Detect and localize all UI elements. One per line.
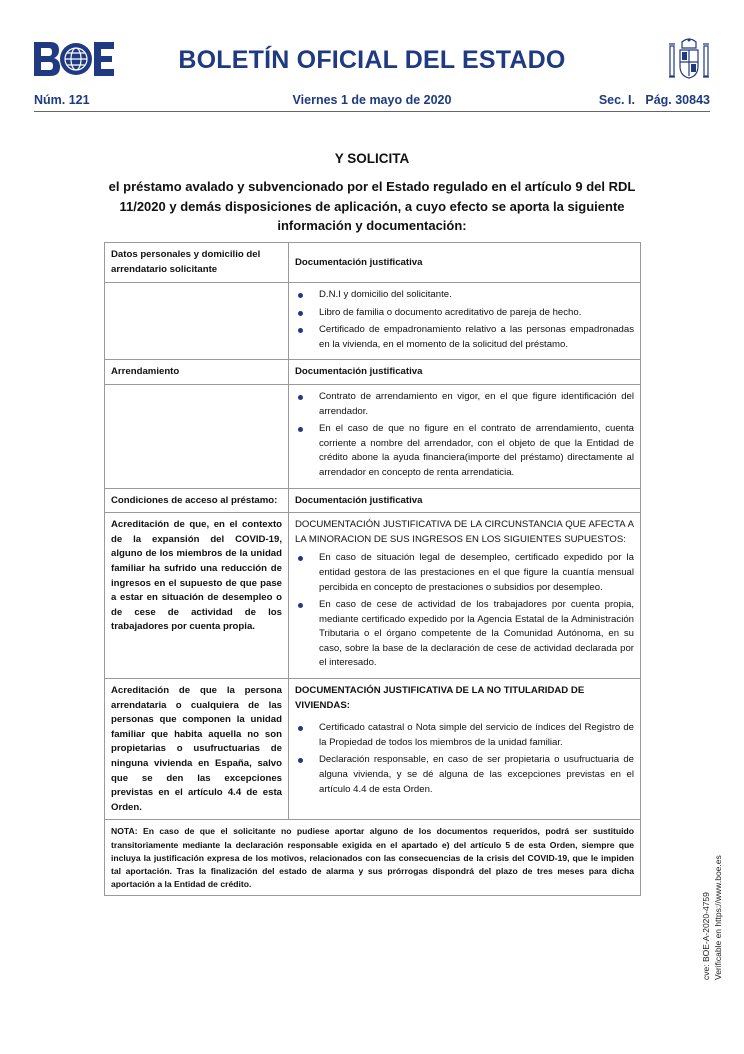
bullet-icon	[298, 311, 303, 316]
coat-of-arms-icon	[666, 38, 712, 82]
table-header-cell	[289, 360, 641, 385]
boe-logo	[34, 42, 114, 76]
personal-data-header: Datos personales y domicilio del arrendatario solicitante	[111, 249, 261, 275]
document-list	[295, 390, 634, 481]
documents-cell	[289, 513, 641, 679]
documents-intro: DOCUMENTACIÓN JUSTIFICATIVA DE LA CIRCUNSTANCIA QUE AFECTA A LA MINORACION DE SUS INGRESOS EN LOS SIGUIENTES SUPUESTOS:	[295, 519, 634, 545]
lease-header: Arrendamiento	[111, 366, 180, 378]
list-item: Declaración responsable, en caso de ser propietaria o usufructuaria de alguna vivienda, y se dé alguna de las excepciones previstas en el artículo 4.4 de esta Orden.	[295, 753, 634, 797]
justification-header: Documentación justificativa	[295, 494, 423, 506]
documents-intro: DOCUMENTACIÓN JUSTIFICATIVA DE LA NO TITULARIDAD DE VIVIENDAS:	[295, 685, 585, 711]
document-list	[295, 551, 634, 671]
document-list	[295, 721, 634, 797]
condition-cell	[105, 513, 289, 679]
table-header-cell	[105, 360, 289, 385]
section-heading: Y SOLICITA	[334, 151, 410, 166]
bullet-icon	[298, 395, 303, 400]
bullet-icon	[298, 556, 303, 561]
table-row	[105, 384, 641, 488]
table-row	[105, 513, 641, 679]
bullet-icon	[298, 427, 303, 432]
justification-header: Documentación justificativa	[295, 366, 423, 378]
documents-cell	[289, 679, 641, 820]
section-page: Sec. I. Pág. 30843	[598, 93, 710, 107]
empty-cell	[105, 283, 289, 360]
table-row	[105, 243, 641, 283]
no-property-condition: Acreditación de que la persona arrendataria o cualquiera de las personas que componen la unidad familiar que habita aquella no son propietarias o usufructuarias de ninguna vivienda en España, salvo que se den las excepciones previstas en el artículo 4.4 de esta Orden.	[111, 685, 282, 813]
table-row	[105, 360, 641, 385]
bullet-icon	[298, 726, 303, 731]
list-item: Libro de familia o documento acreditativo de pareja de hecho.	[295, 306, 634, 321]
intro-paragraph: el préstamo avalado y subvencionado por el Estado regulado en el artículo 9 del RDL 11/2020 y demás disposiciones de aplicación, a cuyo efecto se aporta la siguiente información y documentación:	[108, 179, 636, 233]
table-header-cell	[105, 243, 289, 283]
list-item: D.N.I y domicilio del solicitante.	[295, 288, 634, 303]
issue-date: Viernes 1 de mayo de 2020	[292, 93, 452, 107]
list-item: Contrato de arrendamiento en vigor, en el que figure identificación del arrendador.	[295, 390, 634, 419]
list-item: Certificado catastral o Nota simple del servicio de índices del Registro de la Propiedad de todos los miembros de la unidad familiar.	[295, 721, 634, 750]
issue-header-line	[34, 93, 710, 109]
bullet-icon	[298, 328, 303, 333]
bullet-icon	[298, 293, 303, 298]
bullet-icon	[298, 758, 303, 763]
condition-cell	[105, 679, 289, 820]
documents-cell	[289, 384, 641, 488]
justification-header: Documentación justificativa	[295, 256, 423, 268]
table-header-cell	[289, 243, 641, 283]
cve-code: cve: BOE-A-2020-4759	[701, 892, 711, 980]
list-item: En el caso de que no figure en el contrato de arrendamiento, cuenta corriente a nombre del arrendador, con el objeto de que la Entidad de crédito abone la ayuda financiera(importe del préstamo) directamente al arrendador en concepto de renta arrendaticia.	[295, 422, 634, 480]
publication-title: BOLETÍN OFICIAL DEL ESTADO	[178, 46, 566, 74]
table-row	[105, 820, 641, 896]
verification-link[interactable]: Verificable en https://www.boe.es	[713, 855, 723, 980]
list-item: En caso de cese de actividad de los trabajadores por cuenta propia, mediante certificado expedido por la Agencia Estatal de la Administración Tributaria o el órgano competente de la Comunidad Autónoma, en su caso, sobre la base de la declaración de cese de actividad declarada por el interesado.	[295, 598, 634, 671]
documents-cell	[289, 283, 641, 360]
bullet-icon	[298, 603, 303, 608]
access-conditions-header: Condiciones de acceso al préstamo:	[111, 494, 278, 506]
table-row	[105, 488, 641, 513]
header-divider	[34, 111, 710, 112]
document-list	[295, 288, 634, 352]
income-reduction-condition: Acreditación de que, en el contexto de la expansión del COVID-19, alguno de los miembros de la unidad familiar ha sufrido una reducción de ingresos en el supuesto de que pase a estar en situación de desempleo o de cese de actividad de los trabajadores por cuenta propia.	[111, 519, 282, 633]
documentation-table	[104, 242, 641, 896]
table-header-cell	[105, 488, 289, 513]
note-text: NOTA: En caso de que el solicitante no pudiese aportar alguno de los documentos requeridos, podrá ser sustituido transitoriamente mediante la declaración responsable exigida en el apartado e) del artículo 5 de esta Orden, siempre que incluya la justificación expresa de los motivos, relacionados con las consecuencias de la crisis del COVID-19, que le impiden tal aportación. Tras la finalización del estado de alarma y sus prórrogas dispondrá del plazo de tres meses para dicha aportación a la Entidad de crédito.	[111, 826, 634, 890]
list-item: Certificado de empadronamiento relativo a las personas empadronadas en la vivienda, en el momento de la solicitud del préstamo.	[295, 323, 634, 352]
table-row	[105, 283, 641, 360]
table-header-cell	[289, 488, 641, 513]
note-cell	[105, 820, 641, 896]
issue-number: Núm. 121	[34, 93, 90, 107]
table-row	[105, 679, 641, 820]
list-item: En caso de situación legal de desempleo, certificado expedido por la entidad gestora de las prestaciones en el que figure la cuantía mensual percibida en concepto de prestaciones o subsidios por desempleo.	[295, 551, 634, 595]
empty-cell	[105, 384, 289, 488]
verification-sidebar	[700, 780, 724, 980]
